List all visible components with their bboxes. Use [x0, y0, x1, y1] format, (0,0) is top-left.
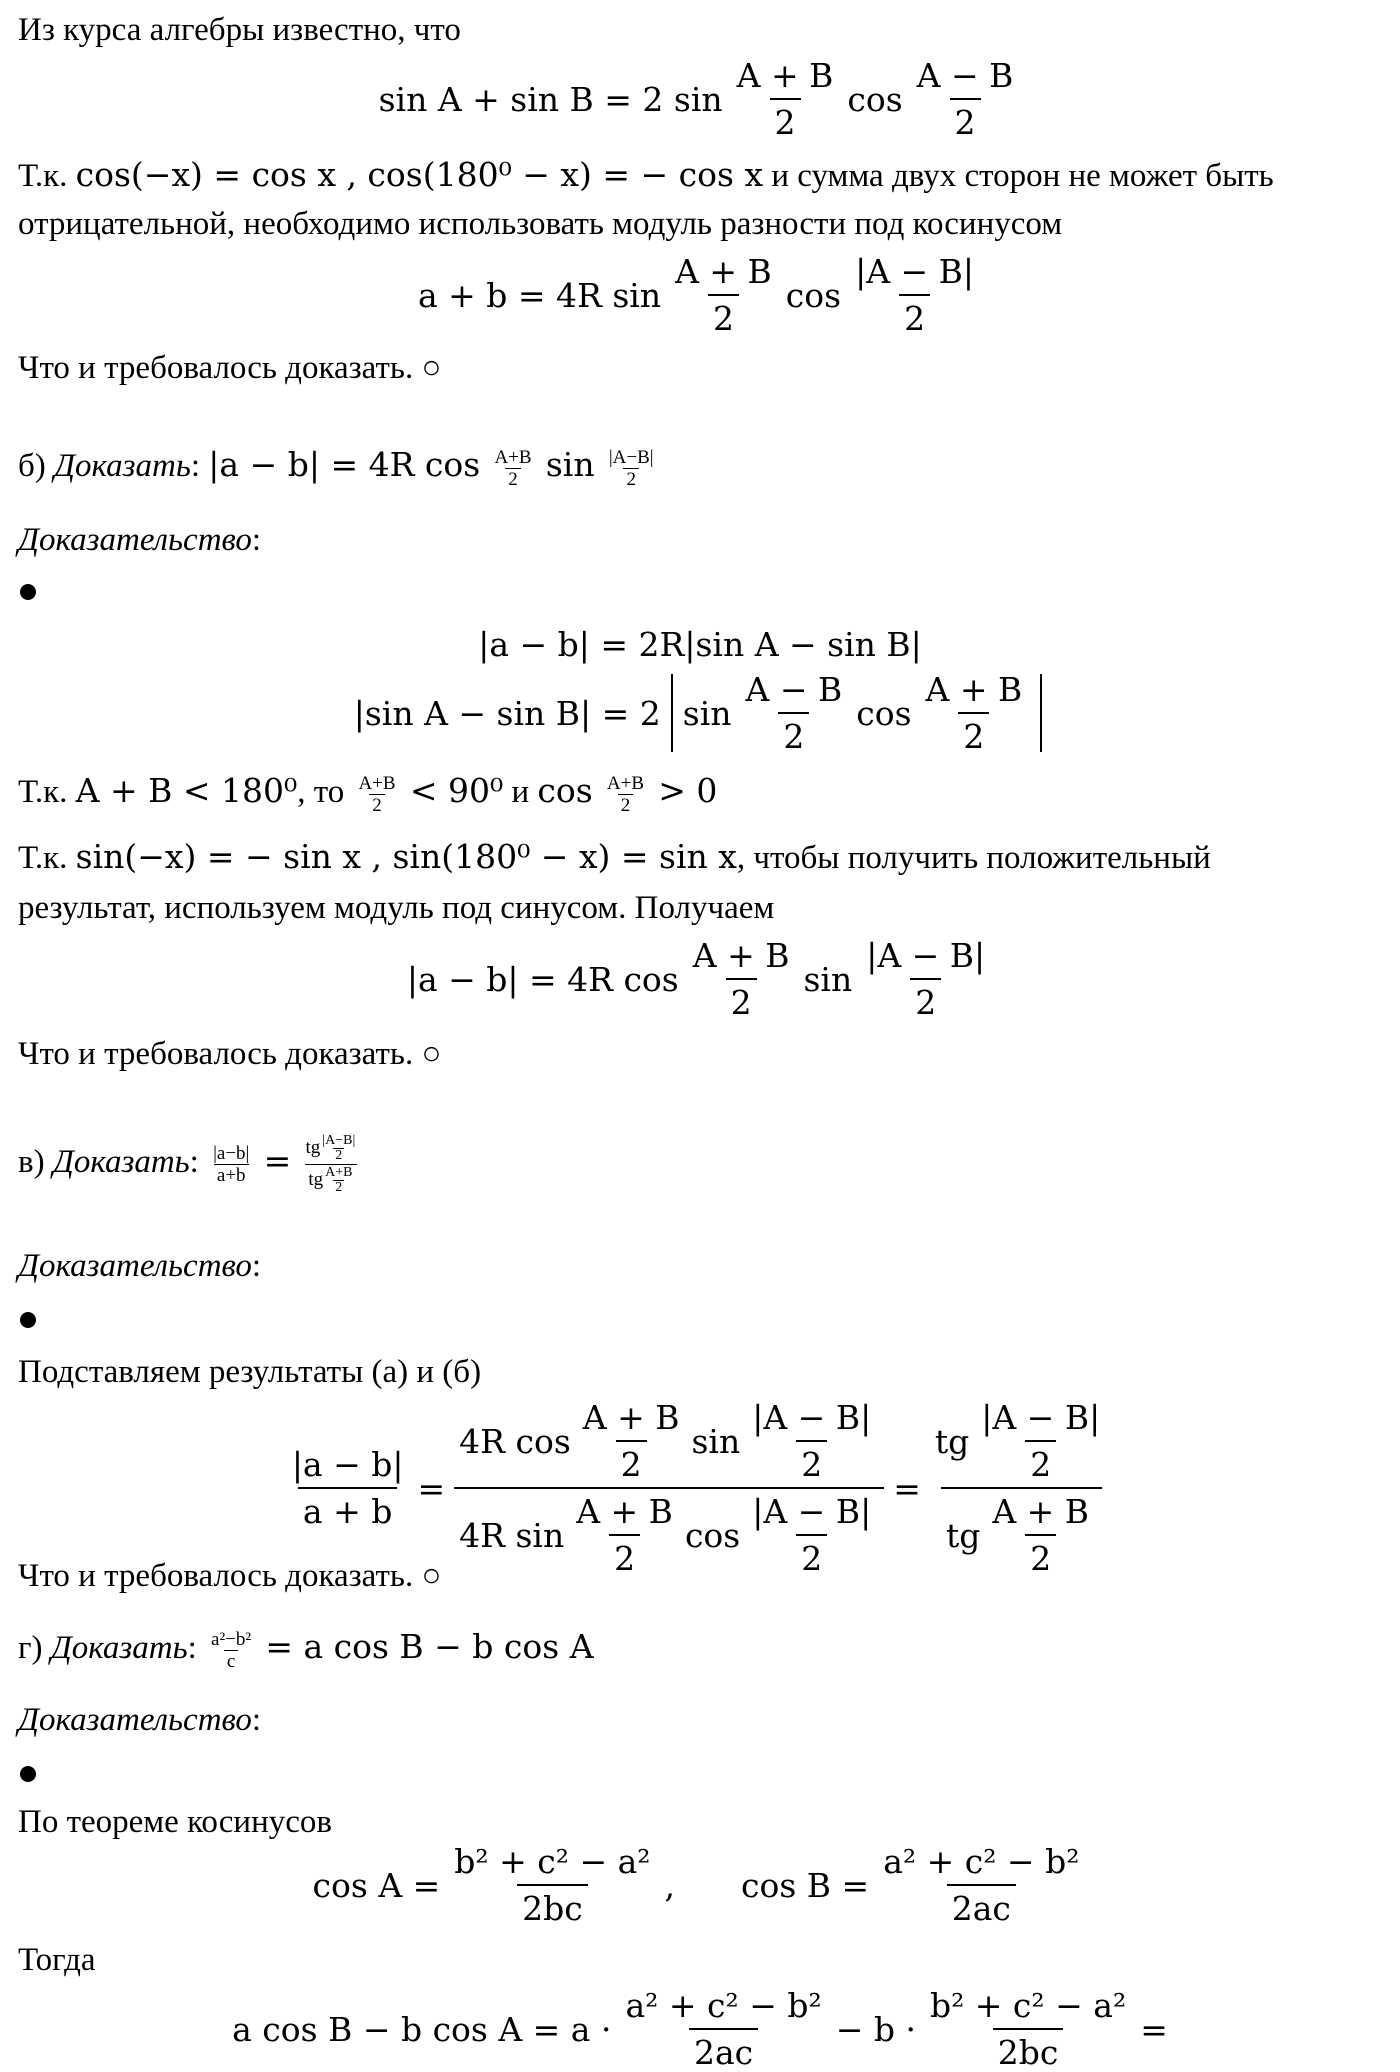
bullet-v — [20, 1312, 36, 1328]
intro-text: Из курса алгебры известно, что — [18, 12, 461, 48]
equation-sin-diff: |sin A − sin B| = 2 sin $\frac{A - B}{2}$ cos $\frac{A + B}{2}$ — [0, 670, 1400, 756]
equation-a-minus-b-result: |a − b| = 4R cos $\frac{A + B}{2}$ sin $\frac{|A - B|}{2}$ — [406, 936, 986, 1022]
eq1-fraction-1: $\frac{A + B}{2}$ — [736, 56, 834, 142]
proof-label-b: Доказательство: — [18, 522, 262, 558]
text-then: Тогда — [18, 1942, 96, 1978]
qed-3: Что и требовалось доказать. ○ — [18, 1558, 442, 1594]
qed-2: Что и требовалось доказать. ○ — [18, 1036, 442, 1072]
eq1-mid: cos — [847, 79, 903, 119]
proof-label-g: Доказательство: — [18, 1702, 262, 1738]
text-tk-cos-2: отрицательной, необходимо использовать модуль разности под косинусом — [18, 206, 1063, 242]
bullet-b — [20, 584, 36, 600]
equation-a-plus-b: a + b = 4R sin $\frac{A + B}{2}$ cos $\frac{|A - B|}{2}$ — [417, 252, 975, 338]
bullet-g — [20, 1766, 36, 1782]
text-tk-sin: Т.к. sin(−x) = − sin x , sin(180⁰ − x) = sin x, чтобы получить положительный — [18, 837, 1211, 876]
equation-cosine-theorem: cos A = $\frac{\text{b² + c² − a²}}{2bc}$ , cos B = $\frac{\text{a² + c² − b²}}{2ac}$ — [312, 1842, 1080, 1928]
eq1-fraction-2: $\frac{A - B}{2}$ — [916, 56, 1014, 142]
equation-a-minus-b: |a − b| = 2R|sin A − sin B| — [478, 625, 922, 664]
text-cosine-theorem: По теореме косинусов — [18, 1804, 332, 1840]
part-v-statement: в) Доказать: $\frac{|a-b|}{a+b}$ = tg $\frac{|A-B|}{2}$ tg $\frac{A+B}{2}$ — [18, 1134, 363, 1195]
eq1-lhs: sin A + sin B = 2 sin — [378, 79, 723, 119]
proof-label-v: Доказательство: — [18, 1248, 262, 1284]
equation-final: a cos B − b cos A = a · $\frac{\text{a² + c² − b²}}{2ac}$ − b · $\frac{\text{b² + c² − a²}}{2bc}$ = — [232, 1986, 1168, 2072]
qed-1: Что и требовалось доказать. ○ — [18, 350, 442, 386]
part-b-statement: б) Доказать: |a − b| = 4R cos $\frac{A+B}{2}$ sin $\frac{|A-B|}{2}$ — [18, 445, 654, 490]
text-tk-sin-2: результат, используем модуль под синусом. Получаем — [18, 890, 775, 926]
part-g-statement: г) Доказать: $\frac{\text{a²−b²}}{c}$ = a cos B − b cos A — [18, 1627, 594, 1672]
text-tk-cos: Т.к. cos(−x) = cos x , cos(180⁰ − x) = − cos x и сумма двух сторон не может быть — [18, 155, 1274, 194]
text-tk-sum-angles: Т.к. A + B < 180⁰, то $\frac{A+B}{2}$ < 90⁰ и cos $\frac{A+B}{2}$ > 0 — [18, 771, 718, 816]
equation-sum-of-sines — [0, 56, 1400, 142]
equation-ratio: $\frac{|a - b|}{a + b}$ = 4R cos $\frac{A + B}{2}$ sin $\frac{|A - B|}{2}$ 4R sin $\frac{A + B}{2}$ cos $\frac{|A - B|}{2}$ = tg $\frac{|A - B|}{2}$ tg $\frac{A + B}{2}$ — [291, 1398, 1101, 1578]
text-substitute: Подставляем результаты (а) и (б) — [18, 1354, 482, 1390]
